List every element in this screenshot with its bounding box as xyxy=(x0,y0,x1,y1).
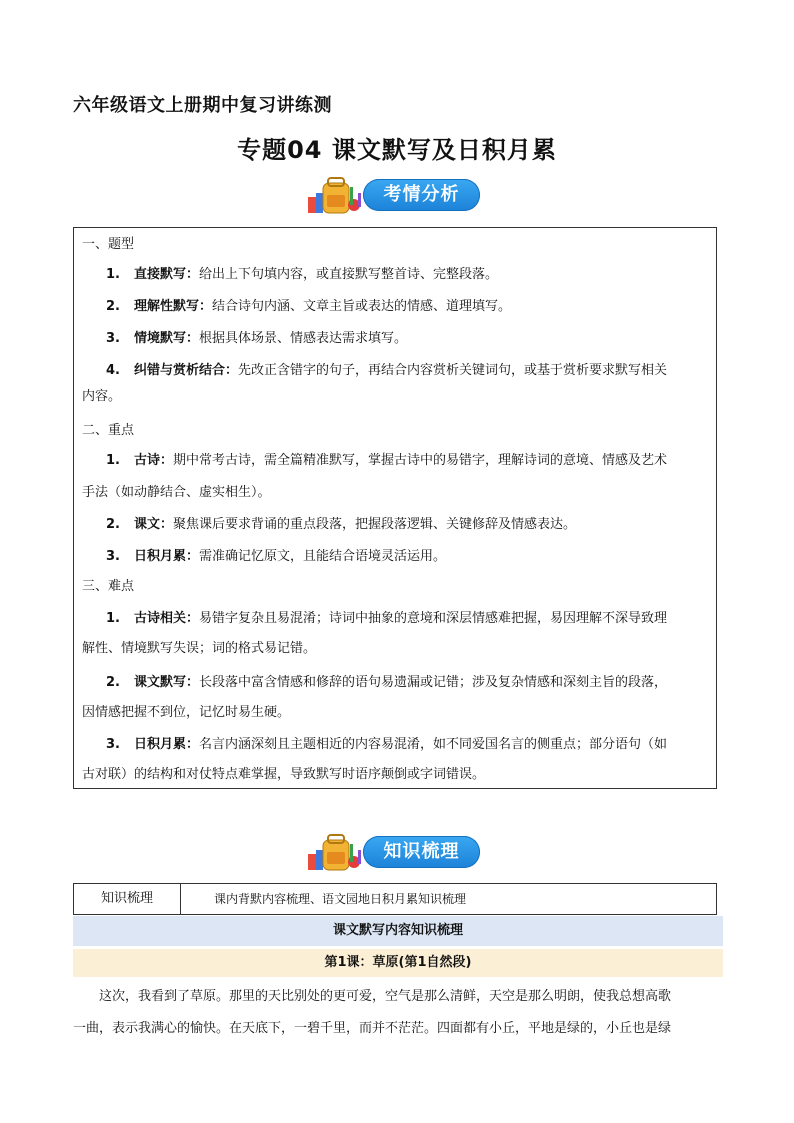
passage-line: 这次，我看到了草原。那里的天比别处的更可爱，空气是那么清鲜，天空是那么明朗，使我总想高歌 xyxy=(99,989,672,1004)
table-label-cell: 知识梳理 xyxy=(74,884,181,914)
list-item: 1. 直接默写：给出上下句填内容，或直接默写整首诗、完整段落。 xyxy=(106,267,499,282)
list-item: 3. 日积月累：需准确记忆原文，且能结合语境灵活运用。 xyxy=(106,549,447,564)
list-item: 2. 理解性默写：结合诗句内涵、文章主旨或表达的情感、道理填写。 xyxy=(106,299,512,314)
series-title: 六年级语文上册期中复习讲练测 xyxy=(73,95,332,116)
list-item: 1. 古诗相关：易错字复杂且易混淆；诗词中抽象的意境和深层情感难把握，易因理解不深导致理 xyxy=(106,611,668,626)
knowledge-table xyxy=(73,883,717,915)
list-item: 1. 古诗：期中常考古诗，需全篇精准默写，掌握古诗中的易错字，理解诗词的意境、情感及艺术 xyxy=(106,453,668,468)
banner-label: 考情分析 xyxy=(363,179,480,211)
page-title: 专题04 课文默写及日积月累 xyxy=(237,136,557,164)
section-banner-knowledge xyxy=(306,832,481,872)
list-item: 2. 课文默写：长段落中富含情感和修辞的语句易遗漏或记错；涉及复杂情感和深刻主旨的段落， xyxy=(106,675,668,690)
section-heading-difficulties: 三、难点 xyxy=(82,579,135,594)
section-banner-analysis xyxy=(306,175,481,215)
section-heading-key-points: 二、重点 xyxy=(82,423,135,438)
list-item: 3. 情境默写：根据具体场景、情感表达需求填写。 xyxy=(106,331,408,346)
list-item: 4. 纠错与赏析结合：先改正含错字的句子，再结合内容赏析关键词句，或基于赏析要求默写相关 xyxy=(106,363,668,378)
list-item-continuation: 内容。 xyxy=(82,389,122,404)
list-item: 3. 日积月累：名言内涵深刻且主题相近的内容易混淆，如不同爱国名言的侧重点；部分语句（如 xyxy=(106,737,668,752)
list-item-continuation: 因情感把握不到位，记忆时易生硬。 xyxy=(82,705,291,720)
list-item-continuation: 手法（如动静结合、虚实相生）。 xyxy=(82,485,271,500)
passage-line: 一曲，表示我满心的愉快。在天底下，一碧千里，而并不茫茫。四面都有小丘，平地是绿的，小丘也是绿 xyxy=(73,1021,672,1036)
lesson-bar: 第1课：草原(第1自然段) xyxy=(73,949,723,977)
section-heading-types: 一、题型 xyxy=(82,237,135,252)
list-item: 2. 课文：聚焦课后要求背诵的重点段落，把握段落逻辑、关键修辞及情感表达。 xyxy=(106,517,577,532)
section-bar: 课文默写内容知识梳理 xyxy=(73,916,723,946)
banner-label: 知识梳理 xyxy=(363,836,480,868)
table-value-cell: 课内背默内容梳理、语文园地日积月累知识梳理 xyxy=(214,892,467,906)
list-item-continuation: 古对联）的结构和对仗特点难掌握，导致默写时语序颠倒或字词错误。 xyxy=(82,767,486,782)
list-item-continuation: 解性、情境默写失误；词的格式易记错。 xyxy=(82,641,317,656)
school-bag-icon xyxy=(306,832,366,872)
school-bag-icon xyxy=(306,175,366,215)
analysis-box xyxy=(73,227,717,789)
